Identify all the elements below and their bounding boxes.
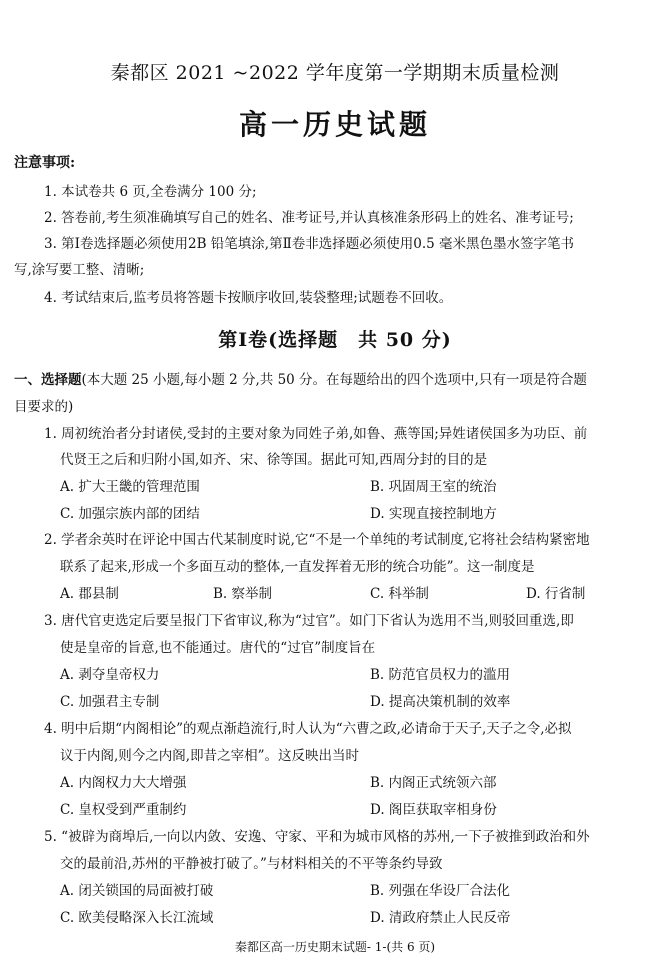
q3-stem-line1: 3. 唐代官吏选定后要呈报门下省审议,称为“过官”。如门下省认为选用不当,则驳回重选,即 (44, 613, 574, 629)
q5-option-a: A. 闭关锁国的局面被打破 (60, 883, 214, 899)
notes-heading: 注意事项: (14, 155, 76, 171)
q5-option-b: B. 列强在华设厂合法化 (370, 883, 511, 899)
section-intro (14, 368, 587, 388)
note-item-3: 3. 第Ⅰ卷选择题必须使用2B 铅笔填涂,第Ⅱ卷非选择题必须使用0.5 毫米黑色墨水签字笔书 (44, 236, 575, 252)
q3-option-b: B. 防范官员权力的滥用 (370, 667, 511, 683)
note-item-3-cont: 写,涂写要工整、清晰; (14, 262, 145, 278)
q1-stem-line1: 1. 周初统治者分封诸侯,受封的主要对象为同姓子弟,如鲁、燕等国;异姓诸侯国多为功臣、前 (44, 426, 588, 442)
q3-option-d: D. 提高决策机制的效率 (370, 694, 511, 710)
q2-option-d: D. 行省制 (526, 586, 586, 602)
q4-option-b: B. 内阁正式统领六部 (370, 775, 497, 791)
q1-option-c: C. 加强宗族内部的团结 (60, 506, 200, 522)
note-item-2: 2. 答卷前,考生须准确填写自己的姓名、准考证号,并认真核准条形码上的姓名、准考证号; (44, 210, 574, 226)
q4-stem-line2: 议于内阁,则今之内阁,即昔之宰相”。这反映出当时 (60, 748, 359, 764)
q2-stem-line1: 2. 学者余英时在评论中国古代某制度时说,它“不是一个单纯的考试制度,它将社会结构紧密地 (44, 532, 590, 548)
q4-option-c: C. 皇权受到严重制约 (60, 802, 187, 818)
section-title: 第Ⅰ卷(选择题 共 50 分) (218, 329, 452, 351)
q3-stem-line2: 使是皇帝的旨意,也不能通过。唐代的“过官”制度旨在 (60, 640, 376, 656)
note-item-4: 4. 考试结束后,监考员将答题卡按顺序收回,装袋整理;试题卷不回收。 (44, 290, 453, 306)
q4-stem-line1: 4. 明中后期“内阁相论”的观点渐趋流行,时人认为“六曹之政,必请命于天子,天子之令,必拟 (44, 721, 572, 737)
q5-option-d: D. 清政府禁止人民反帝 (370, 910, 511, 926)
q4-option-d: D. 阁臣获取宰相身份 (370, 802, 497, 818)
section-intro-text: (本大题 25 小题,每小题 2 分,共 50 分。在每题给出的四个选项中,只有一项是符合题 (81, 372, 587, 388)
q5-stem-line2: 交的最前沿,苏州的平静被打破了。”与材料相关的不平等条约导致 (60, 856, 443, 872)
q1-option-d: D. 实现直接控制地方 (370, 506, 497, 522)
exam-title: 秦都区 2021 ~2022 学年度第一学期期末质量检测 (110, 62, 560, 84)
main-title: 高一历史试题 (238, 108, 431, 141)
q2-stem-line2: 联系了起来,形成一个多面互动的整体,一直发挥着无形的统合功能”。这一制度是 (60, 559, 535, 575)
page-footer: 秦都区高一历史期末试题- 1-(共 6 页) (234, 940, 436, 954)
q2-option-a: A. 郡县制 (60, 586, 119, 602)
section-intro-cont: 目要求的) (14, 399, 74, 415)
q4-option-a: A. 内阁权力大大增强 (60, 775, 187, 791)
q5-stem-line1: 5. “被辟为商埠后,一向以内敛、安逸、守家、平和为城市风格的苏州,一下子被推到政治和外 (44, 829, 590, 845)
q2-option-c: C. 科举制 (370, 586, 429, 602)
part-label: 一、选择题 (14, 372, 82, 388)
q3-option-c: C. 加强君主专制 (60, 694, 160, 710)
q5-option-c: C. 欧美侵略深入长江流域 (60, 910, 214, 926)
note-item-1: 1. 本试卷共 6 页,全卷满分 100 分; (44, 184, 257, 200)
q2-option-b: B. 察举制 (213, 586, 273, 602)
q1-option-b: B. 巩固周王室的统治 (370, 479, 497, 495)
q1-stem-line2: 代贤王之后和归附小国,如齐、宋、徐等国。据此可知,西周分封的目的是 (60, 452, 488, 468)
q3-option-a: A. 剥夺皇帝权力 (60, 667, 160, 683)
q1-option-a: A. 扩大王畿的管理范围 (60, 479, 200, 495)
